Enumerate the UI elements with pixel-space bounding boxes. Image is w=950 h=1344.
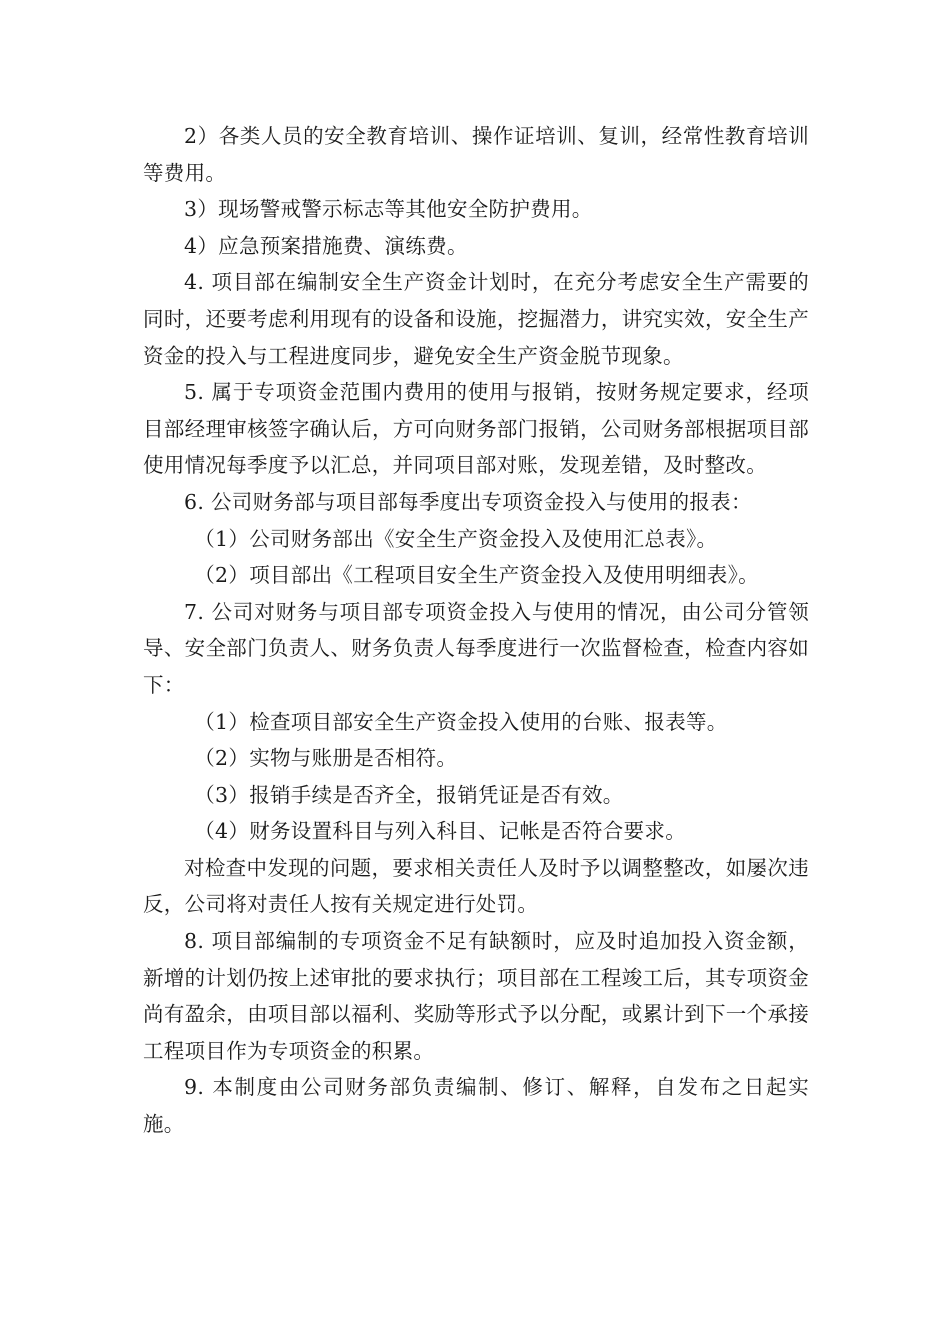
paragraph-item-7: 7. 公司对财务与项目部专项资金投入与使用的情况，由公司分管领导、安全部门负责人、财务负责人每季度进行一次监督检查，检查内容如下： <box>143 599 809 697</box>
paragraph-fee-emergency: 4）应急预案措施费、演练费。 <box>184 233 468 258</box>
paragraph-item-9: 9. 本制度由公司财务部负责编制、修订、解释，自发布之日起实施。 <box>143 1075 809 1137</box>
paragraph-fee-training: 2）各类人员的安全教育培训、操作证培训、复训，经常性教育培训等费用。 <box>143 124 809 185</box>
paragraph-item-7-sub-1: （1）检查项目部安全生产资金投入使用的台账、报表等。 <box>194 709 728 734</box>
paragraph-item-4: 4. 项目部在编制安全生产资金计划时，在充分考虑安全生产需要的同时，还要考虑利用现有的设备和设施，挖掘潜力，讲究实效，安全生产资金的投入与工程进度同步，避免安全生产资金脱节现象。 <box>143 270 809 368</box>
paragraph-fee-warning-signs: 3）现场警戒警示标志等其他安全防护费用。 <box>184 197 593 222</box>
paragraph-item-6-sub-1: （1）公司财务部出《安全生产资金投入及使用汇总表》。 <box>194 526 718 551</box>
paragraph-item-8: 8. 项目部编制的专项资金不足有缺额时，应及时追加投入资金额，新增的计划仍按上述审批的要求执行；项目部在工程竣工后，其专项资金尚有盈余，由项目部以福利、奖励等形式予以分配，或累计到下一个承接工程项目作为专项资金的积累。 <box>143 929 809 1063</box>
paragraph-item-6-sub-2: （2）项目部出《工程项目安全生产资金投入及使用明细表》。 <box>194 563 759 588</box>
paragraph-item-7-sub-3: （3）报销手续是否齐全，报销凭证是否有效。 <box>194 782 624 807</box>
paragraph-item-6: 6. 公司财务部与项目部每季度出专项资金投入与使用的报表： <box>184 489 752 514</box>
paragraph-item-7-sub-4: （4）财务设置科目与列入科目、记帐是否符合要求。 <box>194 819 686 844</box>
document-body <box>143 118 809 1143</box>
paragraph-item-7-sub-2: （2）实物与账册是否相符。 <box>194 746 458 771</box>
paragraph-item-5: 5. 属于专项资金范围内费用的使用与报销，按财务规定要求，经项目部经理审核签字确认后，方可向财务部门报销，公司财务部根据项目部使用情况每季度予以汇总，并同项目部对账，发现差错，及时整改。 <box>143 380 809 478</box>
paragraph-inspection-issues: 对检查中发现的问题，要求相关责任人及时予以调整整改，如屡次违反，公司将对责任人按有关规定进行处罚。 <box>143 855 809 917</box>
